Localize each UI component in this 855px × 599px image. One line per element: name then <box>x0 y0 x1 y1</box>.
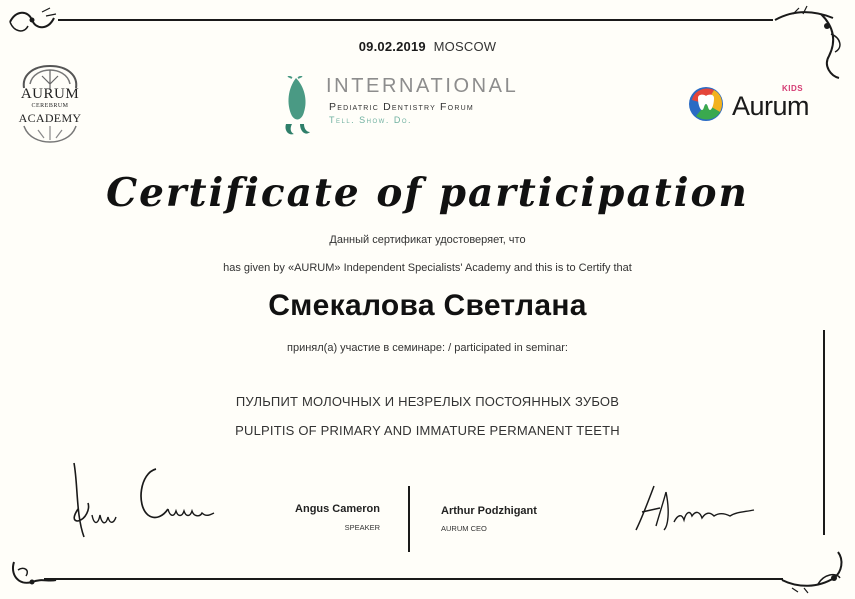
top-border-line <box>58 19 773 21</box>
event-date: 09.02.2019 <box>358 39 426 54</box>
recipient-name: Смекалова Светлана <box>268 289 587 322</box>
whale-icon <box>276 76 318 138</box>
aurum-kids-name: Aurum <box>732 91 810 121</box>
bottom-left-ornament-icon <box>8 556 58 592</box>
bottom-right-ornament-icon <box>778 548 848 594</box>
aurum-academy-logo <box>10 62 90 152</box>
aurum-academy-line2: CEREBRUM <box>31 103 69 109</box>
signatory-divider <box>408 486 410 552</box>
forum-line2: Pediatric Dentistry Forum <box>329 101 474 113</box>
kids-label: KIDS <box>782 84 804 93</box>
participated-text: принял(а) участие в семинаре: / participated in seminar: <box>287 342 568 354</box>
forum-line1: INTERNATIONAL <box>326 75 519 97</box>
ceo-role: AURUM CEO <box>441 524 487 533</box>
tooth-icon <box>684 84 730 124</box>
ceo-signature <box>630 482 760 538</box>
speaker-role: SPEAKER <box>344 523 380 532</box>
pediatric-forum-logo <box>276 72 556 140</box>
bottom-border-line <box>44 578 783 580</box>
speaker-signature <box>64 455 224 545</box>
aurum-academy-line3: ACADEMY <box>18 111 82 125</box>
aurum-kids-logo <box>684 82 814 124</box>
forum-line3: Tell. Show. Do. <box>329 115 413 125</box>
speaker-name: Angus Cameron <box>295 503 380 515</box>
certify-text-en: has given by «AURUM» Independent Specialists' Academy and this is to Certify that <box>223 262 632 274</box>
aurum-academy-line1: AURUM <box>20 86 80 102</box>
certify-text-ru: Данный сертификат удостоверяет, что <box>329 234 526 246</box>
ceo-name: Arthur Podzhigant <box>441 505 537 517</box>
certificate-title: Certificate of participation <box>106 170 749 216</box>
event-city: MOSCOW <box>433 39 497 54</box>
top-left-ornament-icon <box>6 6 58 38</box>
seminar-title-en: PULPITIS OF PRIMARY AND IMMATURE PERMANENT TEETH <box>235 423 620 438</box>
roots-icon <box>18 124 82 146</box>
date-location <box>0 39 855 54</box>
seminar-title-ru: ПУЛЬПИТ МОЛОЧНЫХ И НЕЗРЕЛЫХ ПОСТОЯННЫХ ЗУБОВ <box>235 394 620 409</box>
